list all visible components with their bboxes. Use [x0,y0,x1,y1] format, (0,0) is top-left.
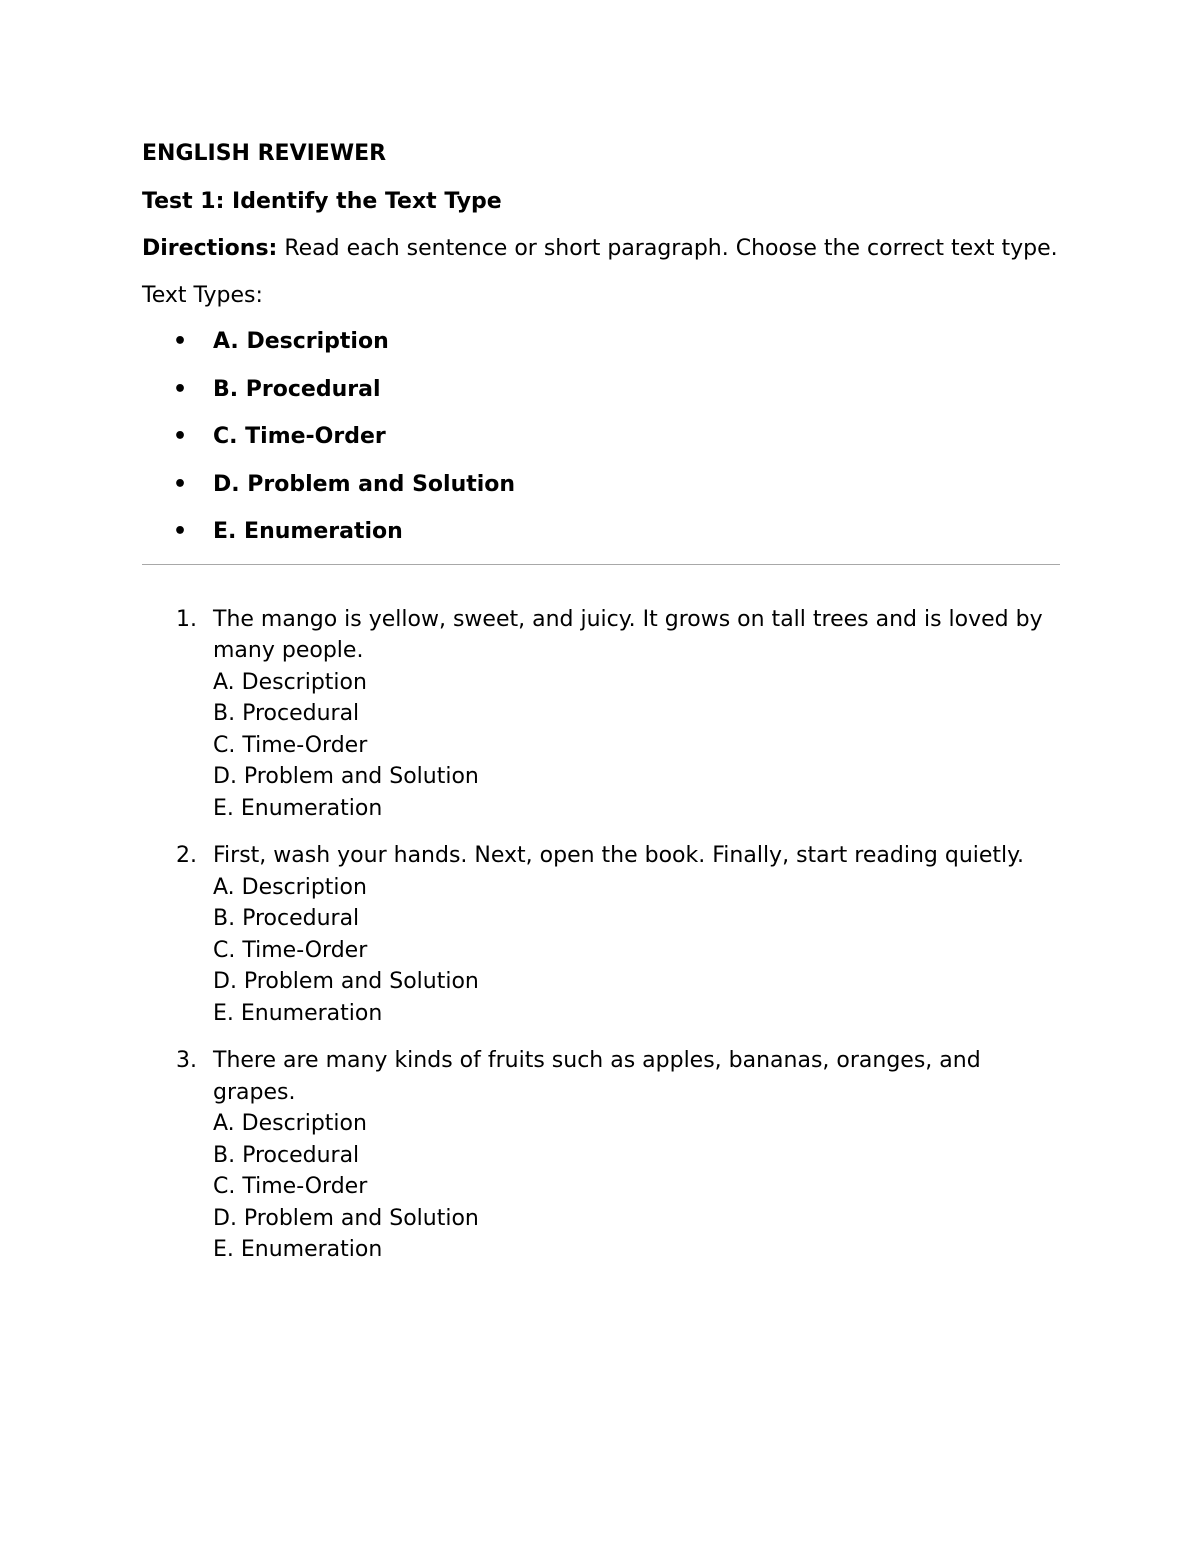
questions-list [142,604,1060,1266]
text-type-label: B. Procedural [213,376,381,402]
text-type-label: A. Description [213,329,389,354]
bullet-icon: • [173,471,188,497]
answer-choice: C. Time-Order [213,732,368,758]
answer-choice: B. Procedural [213,701,360,726]
question-prompt: There are many kinds of fruits such as apples, bananas, oranges, and grapes. [213,1048,981,1105]
answer-choice: C. Time-Order [213,937,368,963]
text-type-item [142,421,1060,453]
answer-choice: C. Time-Order [213,1174,368,1199]
answer-choice: D. Problem and Solution [213,764,479,789]
answer-choice: B. Procedural [213,906,360,931]
text-type-label: C. Time-Order [213,424,386,449]
text-type-item [142,326,1060,358]
document-page [142,138,1060,1282]
question-prompt: First, wash your hands. Next, open the book. Finally, start reading quietly. [213,843,1025,868]
answer-choice: D. Problem and Solution [213,969,479,994]
bullet-icon: • [173,519,188,544]
question-item [142,604,1060,825]
answer-choice: A. Description [213,669,367,695]
horizontal-divider [142,564,1060,565]
question-number: 2. [176,843,197,868]
answer-choice: A. Description [213,1111,367,1136]
text-type-item [142,516,1060,548]
question-item [142,840,1060,1029]
text-type-item [142,374,1060,406]
bullet-icon: • [173,329,188,354]
question-prompt: The mango is yellow, sweet, and juicy. It grows on tall trees and is loved by many people. [213,606,1043,663]
text-types-label: Text Types: [142,282,263,308]
text-types-list [142,326,1060,548]
document-title: ENGLISH REVIEWER [142,141,387,166]
test-title: Test 1: Identify the Text Type [142,188,502,214]
text-type-label: E. Enumeration [213,519,403,544]
answer-choice: E. Enumeration [213,1000,383,1026]
question-item [142,1045,1060,1266]
answer-choice: E. Enumeration [213,795,383,821]
answer-choice: B. Procedural [213,1142,360,1168]
directions-text: Read each sentence or short paragraph. Choose the correct text type. [277,236,1058,261]
bullet-icon: • [173,424,188,449]
directions [142,233,1060,265]
answer-choice: A. Description [213,874,367,900]
question-number: 3. [176,1048,197,1073]
text-type-item [142,469,1060,501]
answer-choice: D. Problem and Solution [213,1205,479,1231]
question-number: 1. [176,606,197,632]
text-type-label: D. Problem and Solution [213,471,516,497]
bullet-icon: • [173,376,188,402]
directions-label: Directions: [142,236,278,261]
answer-choice: E. Enumeration [213,1237,383,1262]
